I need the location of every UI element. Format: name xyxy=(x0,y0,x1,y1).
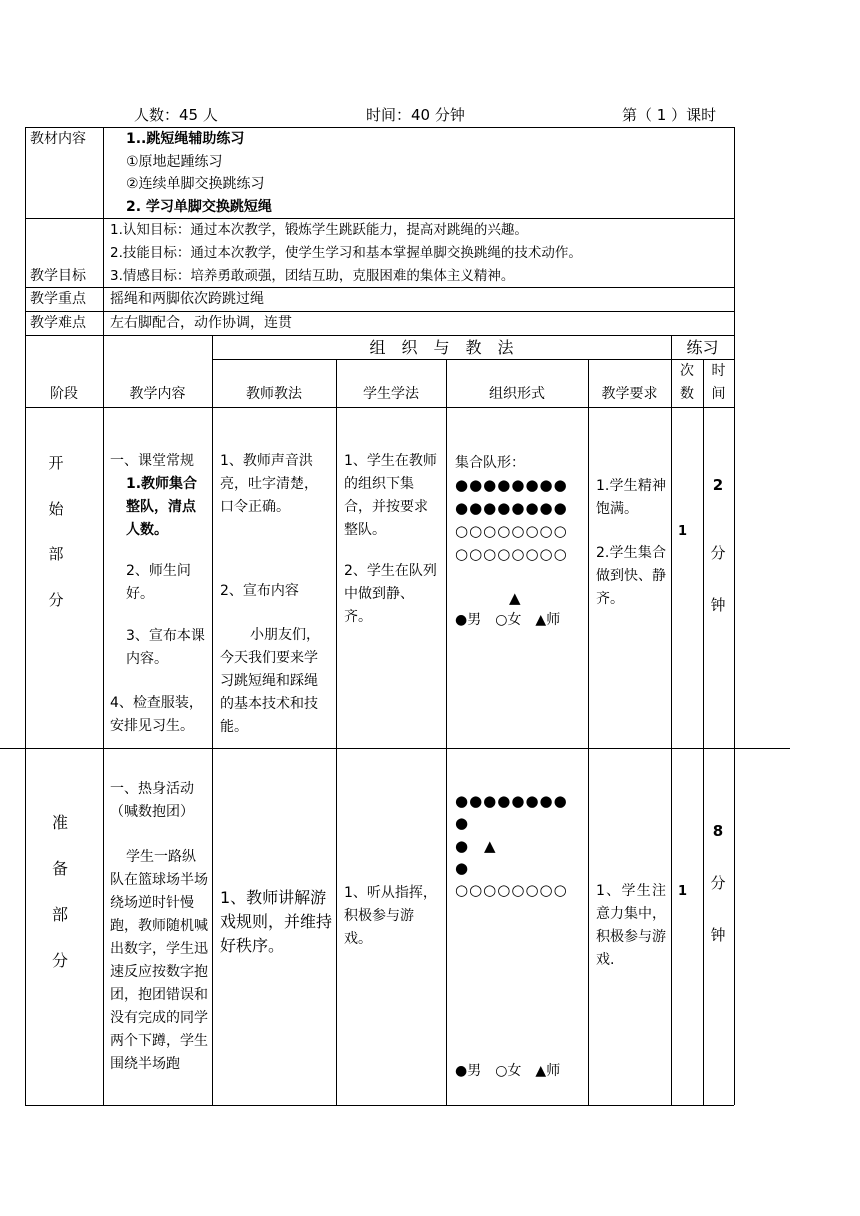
practice-duration: 8 xyxy=(712,822,724,840)
formation-row-boys: ●●●●●●●● xyxy=(455,476,568,494)
student-method-2: 2、学生在队列中做到静、齐。 xyxy=(344,563,437,625)
difficulty-label: 教学难点 xyxy=(30,315,86,331)
goals-label: 教学目标 xyxy=(30,268,86,284)
practice-header: 练习 xyxy=(686,338,719,357)
student-method-warmup: 1、听从指挥，积极参与游戏。 xyxy=(344,885,437,947)
duration-header-2: 间 xyxy=(711,386,726,402)
student-method-1: 1、学生在教师的组织下集合，并按要求整队。 xyxy=(344,453,437,538)
teacher-triangle-icon: ▲ xyxy=(509,589,521,607)
requirement-2: 2.学生集合做到快、静齐。 xyxy=(596,545,666,607)
key-point-text: 摇绳和两脚依次跨跳过绳 xyxy=(110,291,264,307)
goal-emotion: 3.情感目标：培养勇敢顽强，团结互助，克服困难的集体主义精神。 xyxy=(110,268,515,284)
practice-duration: 2 xyxy=(712,476,724,494)
formation-row-boys: ●●●●●●●● xyxy=(455,499,568,517)
content-line-2: ①原地起踵练习 xyxy=(126,154,223,170)
content-line-3: ②连续单脚交换跳练习 xyxy=(126,176,265,192)
warmup-body: 学生一路纵队在篮球场半场绕场逆时针慢跑，教师随机喊出数字，学生迅速反应按数字抱团，抱团错误和没有完成的同学两个下蹲，学生围绕半场跑 xyxy=(110,849,208,1072)
formation-dot: ● xyxy=(455,837,470,855)
key-point-label: 教学重点 xyxy=(30,291,86,307)
duration-header-1: 时 xyxy=(711,363,726,379)
lesson-number: 第（ 1 ）课时 xyxy=(622,106,717,124)
teacher-triangle-icon: ▲ xyxy=(484,837,496,855)
stage-char: 备 xyxy=(51,859,68,878)
formation-legend: ●男 ○女 ▲师 xyxy=(455,612,561,628)
practice-times: 1 xyxy=(678,884,688,899)
stage-char: 部 xyxy=(51,905,68,924)
times-header-2: 数 xyxy=(680,386,694,402)
practice-duration-unit: 分 xyxy=(710,874,726,892)
requirement-header: 教学要求 xyxy=(601,386,658,402)
stage-char: 开 xyxy=(48,454,64,472)
teacher-method-2: 2、宣布内容 xyxy=(220,583,299,599)
formation-row-boys: ●●●●●●●● xyxy=(455,792,568,810)
formation-legend: ●男 ○女 ▲师 xyxy=(455,1063,561,1079)
warmup-title: 一、热身活动（喊数抱团） xyxy=(110,781,194,820)
stage-char: 始 xyxy=(48,500,64,518)
org-group-header: 组 织 与 教 法 xyxy=(369,338,514,357)
stage-header: 阶段 xyxy=(50,386,78,402)
practice-duration-unit: 钟 xyxy=(710,926,726,944)
practice-duration-unit: 分 xyxy=(710,544,726,562)
formation-dot: ● xyxy=(455,859,470,877)
formation-row-girls: ○○○○○○○○ xyxy=(455,522,568,540)
stage-char: 准 xyxy=(51,813,68,832)
content-label: 教材内容 xyxy=(30,131,86,147)
requirement-warmup: 1、学生注意力集中，积极参与游戏. xyxy=(596,883,666,968)
content-line-4: 2. 学习单脚交换跳短绳 xyxy=(126,199,272,215)
routine-item-2: 2、师生问好。 xyxy=(126,563,191,602)
formation-row-girls: ○○○○○○○○ xyxy=(455,545,568,563)
teacher-method-1: 1、教师声音洪亮，吐字清楚，口令正确。 xyxy=(220,453,318,515)
routine-item-1: 1.教师集合整队，清点人数。 xyxy=(126,476,198,538)
times-header-1: 次 xyxy=(680,363,694,379)
content-line-1: 1..跳短绳辅助练习 xyxy=(126,131,245,147)
content-header: 教学内容 xyxy=(129,386,186,402)
teacher-method-header: 教师教法 xyxy=(246,386,302,402)
formation-row-girls: ○○○○○○○○ xyxy=(455,881,568,899)
formation-title: 集合队形： xyxy=(455,455,525,471)
difficulty-text: 左右脚配合，动作协调，连贯 xyxy=(110,315,292,331)
routine-item-4: 4、检查服装，安排见习生。 xyxy=(110,695,203,734)
routine-item-3: 3、宣布本课内容。 xyxy=(126,628,205,667)
routine-title: 一、课堂常规 xyxy=(110,453,194,469)
formation-dot: ● xyxy=(455,814,470,832)
requirement-1: 1.学生精神饱满。 xyxy=(596,478,666,517)
teacher-method-warmup: 1、教师讲解游戏规则，并维持好秩序。 xyxy=(220,888,333,955)
practice-duration-unit: 钟 xyxy=(710,596,726,614)
org-form-header: 组织形式 xyxy=(489,386,545,402)
stage-char: 分 xyxy=(48,591,64,609)
practice-times: 1 xyxy=(678,524,688,539)
student-count: 人数：45 人 xyxy=(134,106,218,124)
goal-skill: 2.技能目标：通过本次教学，使学生学习和基本掌握单脚交换跳绳的技术动作。 xyxy=(110,245,582,261)
stage-char: 分 xyxy=(51,951,68,970)
class-duration: 时间：40 分钟 xyxy=(366,106,465,124)
teacher-method-3: 小朋友们，今天我们要来学习跳短绳和踩绳的基本技术和技能。 xyxy=(220,627,320,735)
goal-cognitive: 1.认知目标：通过本次教学，锻炼学生跳跃能力，提高对跳绳的兴趣。 xyxy=(110,222,528,238)
stage-char: 部 xyxy=(48,545,64,563)
student-method-header: 学生学法 xyxy=(363,386,419,402)
